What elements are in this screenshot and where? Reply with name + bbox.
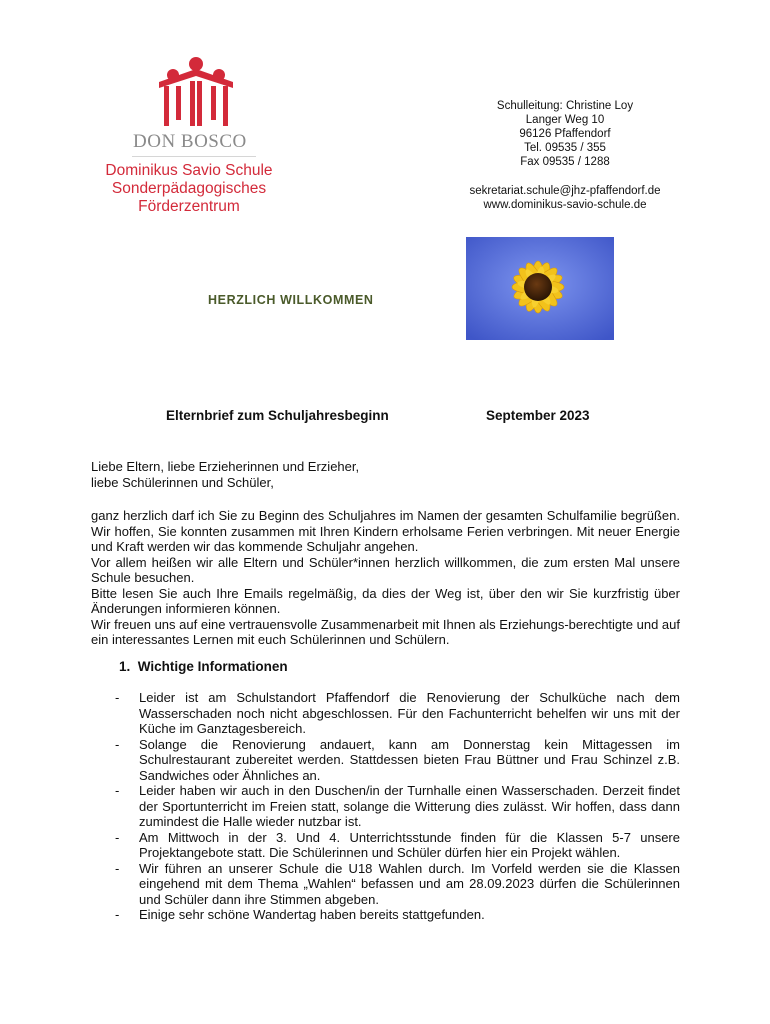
logo-brand: DON BOSCO [133, 131, 247, 152]
list-item [115, 830, 680, 861]
sunflower-image [466, 237, 614, 340]
list-item [115, 737, 680, 784]
contact-block [440, 184, 690, 212]
section-heading [119, 659, 288, 674]
list-item-text: Einige sehr schöne Wandertag haben bereits stattgefunden. [139, 907, 485, 922]
section-title: Wichtige Informationen [137, 659, 288, 674]
list-item [115, 861, 680, 908]
logo-divider [132, 156, 256, 157]
info-list [115, 690, 680, 923]
welcome-heading: HERZLICH WILLKOMMEN [208, 293, 374, 307]
letter-date: September 2023 [486, 408, 590, 423]
bullet-dash: - [115, 860, 120, 876]
website-link[interactable]: www.dominikus-savio-schule.de [483, 199, 647, 211]
address-block [440, 99, 690, 169]
body-paragraph: ganz herzlich darf ich Sie zu Beginn des Schuljahres im Namen der gesamten Schulfamilie begrüßen. Wir hoffen, Sie konnten zusammen mit Ihren Kindern erholsame Ferien verbringen. Mit neuer Energie und Kraft werden wir das kommende Schuljahr angehen. [91, 508, 680, 554]
list-item-text: Wir führen an unserer Schule die U18 Wahlen durch. Im Vorfeld werden sie die Klassen eingehend mit dem Thema „Wahlen“ befassen und am 28.09.2023 dürfen die Schülerinnen und Schüler dann ihre Stimmen abgeben. [139, 860, 680, 907]
school-name [82, 162, 296, 216]
body-paragraph: Bitte lesen Sie auch Ihre Emails regelmäßig, da dies der Weg ist, über den wir Sie kurzfristig über Änderungen informieren können. [91, 585, 680, 616]
school-line: Sonderpädagogisches [111, 180, 267, 197]
list-item-text: Am Mittwoch in der 3. Und 4. Unterrichtsstunde finden für die Klassen 5-7 unsere Projektangebote statt. Die Schülerinnen und Schüler dürfen hier ein Projekt wählen. [139, 829, 680, 860]
email-link[interactable]: sekretariat.schule@jhz-pfaffendorf.de [469, 185, 661, 197]
address-line: Langer Weg 10 [525, 114, 605, 126]
list-item [115, 690, 680, 737]
fax-line: Fax 09535 / 1288 [520, 156, 610, 168]
bullet-dash: - [115, 829, 120, 845]
bullet-dash: - [115, 736, 120, 752]
bullet-dash: - [115, 783, 120, 798]
don-bosco-figures-icon [156, 56, 236, 128]
salutation [91, 459, 359, 490]
body-paragraph: Vor allem heißen wir alle Eltern und Schüler*innen herzlich willkommen, die zum ersten Mal unsere Schule besuchen. [91, 554, 680, 585]
list-item [115, 907, 680, 923]
school-logo [96, 56, 296, 128]
list-item [115, 783, 680, 830]
bullet-dash: - [115, 690, 120, 705]
school-line: Dominikus Savio Schule [105, 162, 273, 179]
section-number: 1. [119, 659, 131, 674]
salutation-line: liebe Schülerinnen und Schüler, [91, 474, 274, 490]
school-line: Förderzentrum [138, 198, 240, 215]
letter-subject: Elternbrief zum Schuljahresbeginn [166, 408, 389, 423]
salutation-line: Liebe Eltern, liebe Erzieherinnen und Erzieher, [91, 459, 360, 474]
body-paragraph: Wir freuen uns auf eine vertrauensvolle Zusammenarbeit mit Ihnen als Erziehungs-berechtigte und auf ein interessantes Lernen mit euch Schülerinnen und Schülern. [91, 616, 680, 647]
phone-line: Tel. 09535 / 355 [524, 142, 606, 154]
address-line: 96126 Pfaffendorf [519, 128, 611, 140]
bullet-dash: - [115, 907, 120, 922]
list-item-text: Leider haben wir auch in den Duschen/in der Turnhalle einen Wasserschaden. Derzeit findet der Sportunterricht im Freien statt, solange die Witterung dies zulässt. Wir hoffen, dass dann zumindest die Halle wieder nutzbar ist. [139, 783, 680, 829]
letter-body [91, 508, 680, 648]
address-line: Schulleitung: Christine Loy [496, 100, 634, 112]
list-item-text: Leider ist am Schulstandort Pfaffendorf die Renovierung der Schulküche nach dem Wasserschaden noch nicht abgeschlossen. Für den Fachunterricht behelfen wir uns mit der Küche im Ganztagesbereich. [139, 690, 680, 736]
list-item-text: Solange die Renovierung andauert, kann am Donnerstag kein Mittagessen im Schulrestaurant zubereitet werden. Stattdessen bieten Frau Büttner und Frau Schinzel z.B. Sandwiches oder Ähnliches an. [139, 736, 680, 783]
